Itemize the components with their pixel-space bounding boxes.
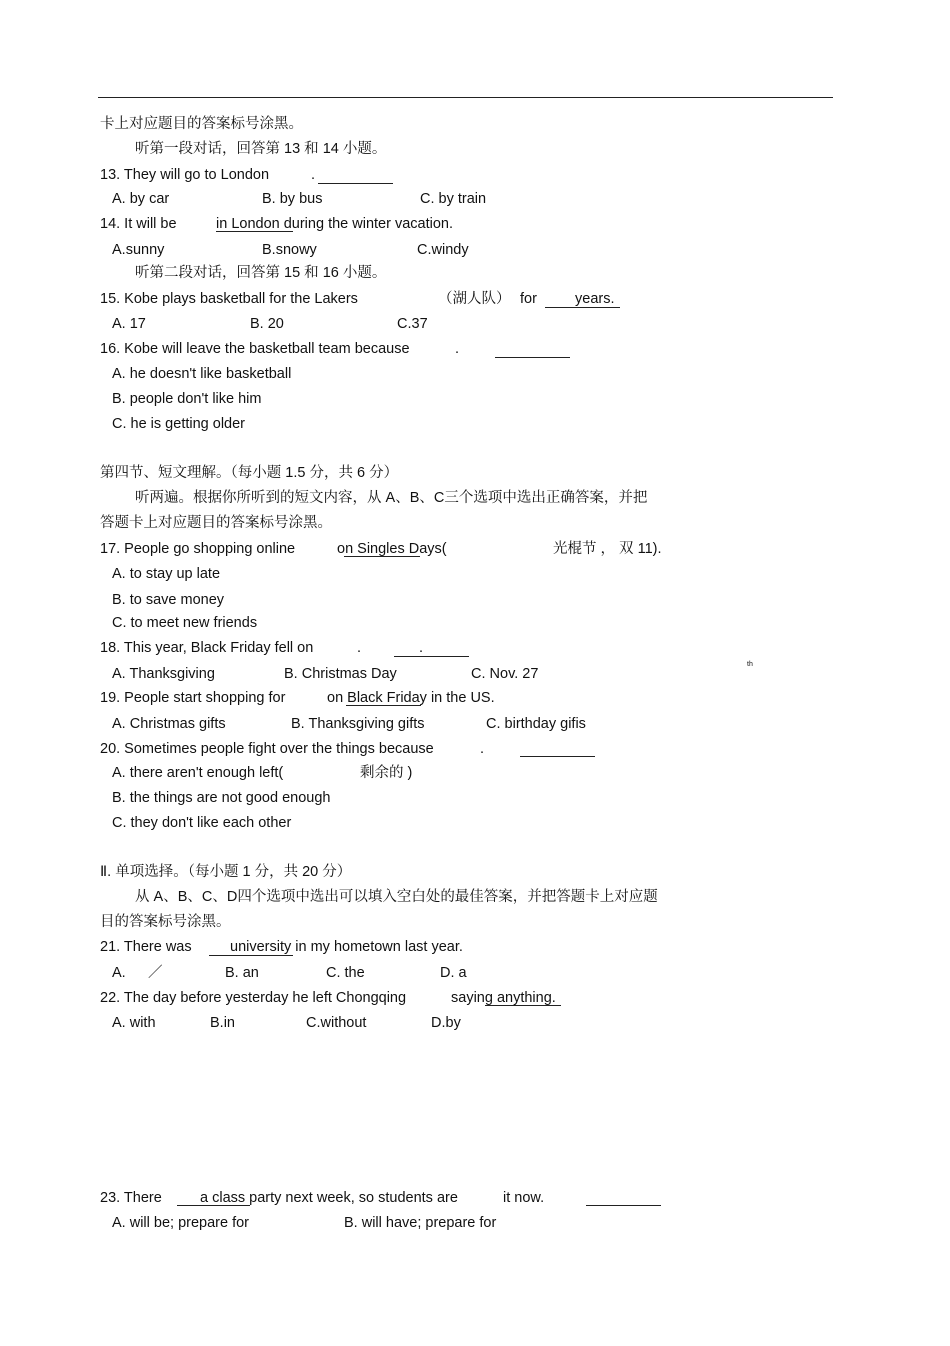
answer-blank bbox=[346, 705, 421, 706]
question-21: 21. There was bbox=[100, 939, 192, 955]
text-line: 听两遍。根据你所听到的短文内容，从 A、B、C三个选项中选出正确答案，并把 bbox=[135, 490, 648, 506]
text-line: years. bbox=[575, 291, 615, 307]
text-line: 光棍节 ， 双 11). bbox=[553, 541, 662, 557]
option: A. will be; prepare for bbox=[112, 1215, 250, 1231]
text-line: . bbox=[311, 167, 316, 183]
question-22: 22. The day before yesterday he left Chongqing bbox=[100, 990, 407, 1006]
option: B. to save money bbox=[112, 592, 225, 608]
text-line: in London during the winter vacation. bbox=[216, 216, 453, 232]
option: D.by bbox=[431, 1015, 461, 1031]
option: B. people don't like him bbox=[112, 391, 262, 407]
answer-blank bbox=[545, 307, 620, 308]
option: C. he is getting older bbox=[112, 416, 245, 432]
answer-blank bbox=[344, 556, 420, 557]
option: A. 17 bbox=[112, 316, 146, 332]
answer-blank bbox=[318, 183, 393, 184]
text-line: . bbox=[357, 640, 362, 656]
option: C. birthday gifis bbox=[486, 716, 586, 732]
text-line: a class party next week, so students are bbox=[200, 1190, 458, 1206]
question-23: 23. There bbox=[100, 1190, 162, 1206]
option: B. Thanksgiving gifts bbox=[291, 716, 425, 732]
option: A. to stay up late bbox=[112, 566, 221, 582]
option: C.without bbox=[306, 1015, 367, 1031]
option: B. will have; prepare for bbox=[344, 1215, 497, 1231]
option: A. there aren't enough left( bbox=[112, 765, 284, 781]
option: C. Nov. 27 bbox=[471, 666, 539, 682]
option: A. with bbox=[112, 1015, 156, 1031]
question-13: 13. They will go to London bbox=[100, 167, 270, 183]
text-line: 目的答案标号涂黑。 bbox=[100, 914, 231, 930]
question-20: 20. Sometimes people fight over the things because bbox=[100, 741, 434, 757]
option: C. they don't like each other bbox=[112, 815, 292, 831]
option: A. by car bbox=[112, 191, 170, 207]
text-line: . bbox=[419, 640, 424, 656]
text-line: 听第一段对话，回答第 13 和 14 小题。 bbox=[135, 141, 387, 157]
section-heading: Ⅱ. 单项选择。（每小题 1 分，共 20 分） bbox=[100, 864, 352, 880]
text-line: ／ bbox=[148, 965, 163, 981]
option: B. the things are not good enough bbox=[112, 790, 331, 806]
option: B.in bbox=[210, 1015, 235, 1031]
text-line: . bbox=[480, 741, 485, 757]
answer-blank bbox=[177, 1205, 250, 1206]
answer-blank bbox=[586, 1205, 661, 1206]
option: A.sunny bbox=[112, 242, 165, 258]
header-rule bbox=[98, 97, 833, 98]
text-line: 从 A、B、C、D四个选项中选出可以填入空白处的最佳答案，并把答题卡上对应题 bbox=[135, 889, 658, 905]
answer-blank bbox=[394, 656, 469, 657]
option: B. Christmas Day bbox=[284, 666, 397, 682]
question-16: 16. Kobe will leave the basketball team because bbox=[100, 341, 410, 357]
question-17: 17. People go shopping online bbox=[100, 541, 296, 557]
text-line: on Black Friday in the US. bbox=[327, 690, 495, 706]
text-line: 剩余的 ) bbox=[360, 765, 413, 781]
answer-blank bbox=[485, 1005, 561, 1006]
question-15: 15. Kobe plays basketball for the Lakers bbox=[100, 291, 358, 307]
text-line: 听第二段对话，回答第 15 和 16 小题。 bbox=[135, 265, 387, 281]
text-line: saying anything. bbox=[451, 990, 556, 1006]
option: C.windy bbox=[417, 242, 469, 258]
option: A. Thanksgiving bbox=[112, 666, 215, 682]
text-line: 答题卡上对应题目的答案标号涂黑。 bbox=[100, 515, 332, 531]
option: C. the bbox=[326, 965, 365, 981]
option: B. 20 bbox=[250, 316, 284, 332]
option: A. Christmas gifts bbox=[112, 716, 226, 732]
option: C. by train bbox=[420, 191, 487, 207]
superscript: th bbox=[747, 661, 753, 668]
question-18: 18. This year, Black Friday fell on bbox=[100, 640, 314, 656]
text-line: it now. bbox=[503, 1190, 545, 1206]
option: C.37 bbox=[397, 316, 428, 332]
question-19: 19. People start shopping for bbox=[100, 690, 286, 706]
answer-blank bbox=[495, 357, 570, 358]
option: B.snowy bbox=[262, 242, 317, 258]
text-line: （湖人队） bbox=[438, 291, 511, 307]
text-line: for bbox=[520, 291, 537, 307]
text-line: university in my hometown last year. bbox=[230, 939, 463, 955]
option: B. by bus bbox=[262, 191, 323, 207]
text-line: 卡上对应题目的答案标号涂黑。 bbox=[100, 116, 303, 132]
option: B. an bbox=[225, 965, 259, 981]
text-line: on Singles Days( bbox=[337, 541, 447, 557]
option: A. he doesn't like basketball bbox=[112, 366, 292, 382]
answer-blank bbox=[209, 955, 293, 956]
answer-blank bbox=[520, 756, 595, 757]
answer-blank bbox=[216, 231, 293, 232]
option: D. a bbox=[440, 965, 467, 981]
text-line: . bbox=[455, 341, 460, 357]
question-14: 14. It will be bbox=[100, 216, 177, 232]
option: C. to meet new friends bbox=[112, 615, 258, 631]
section-heading: 第四节、短文理解。（每小题 1.5 分，共 6 分） bbox=[100, 465, 399, 481]
option: A. bbox=[112, 965, 126, 981]
